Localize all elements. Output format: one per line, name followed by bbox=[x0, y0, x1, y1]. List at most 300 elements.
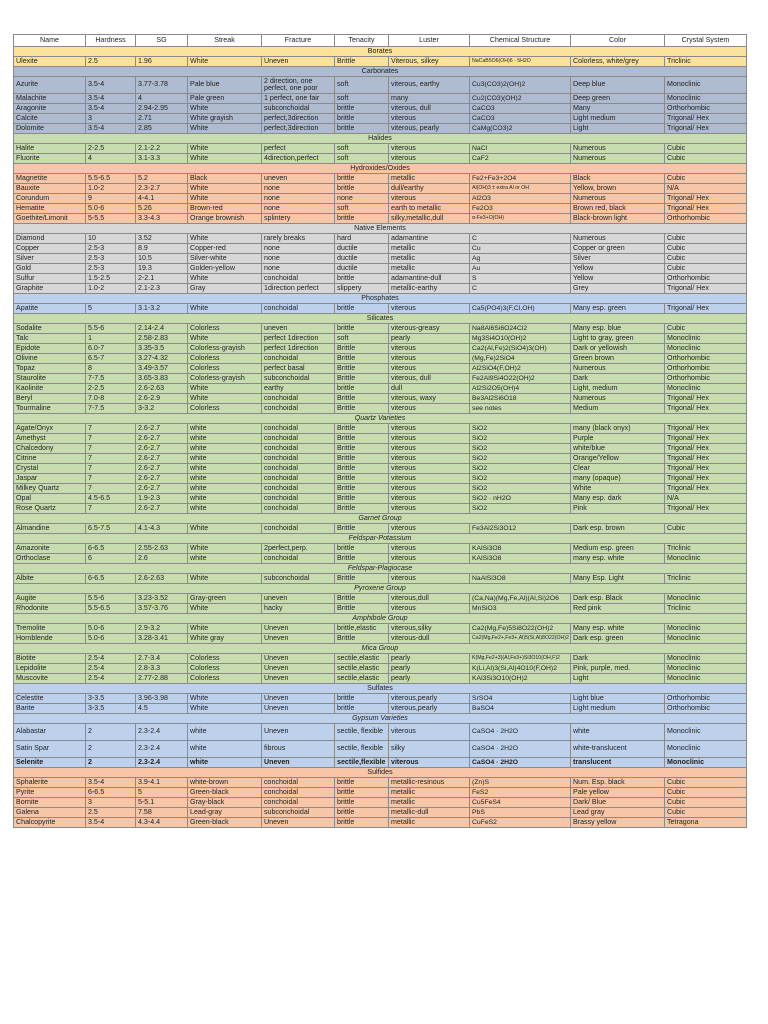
cell-color: Light bbox=[571, 674, 665, 684]
cell-luster: metallic bbox=[389, 264, 470, 274]
table-row bbox=[14, 424, 747, 434]
cell-chemical-structure: NaCl bbox=[470, 144, 571, 154]
cell-luster: metallic bbox=[389, 798, 470, 808]
cell-sg: 3.23-3.52 bbox=[136, 594, 188, 604]
cell-color: Brown red, black bbox=[571, 204, 665, 214]
table-row bbox=[14, 94, 747, 104]
cell-crystal-system: Monoclinic bbox=[665, 724, 747, 741]
cell-tenacity: brittle bbox=[335, 544, 389, 554]
cell-luster: viterous-greasy bbox=[389, 324, 470, 334]
cell-fracture: uneven bbox=[262, 594, 335, 604]
cell-crystal-system: Monoclinic bbox=[665, 664, 747, 674]
cell-streak: White gray bbox=[188, 634, 262, 644]
cell-chemical-structure: CaSO4 · 2H2O bbox=[470, 724, 571, 741]
cell-luster: viterous bbox=[389, 354, 470, 364]
cell-color: Green brown bbox=[571, 354, 665, 364]
cell-chemical-structure: Cu3(CO3)2(OH)2 bbox=[470, 77, 571, 94]
cell-luster: viterous bbox=[389, 304, 470, 314]
cell-hardness: 7 bbox=[86, 434, 136, 444]
cell-crystal-system: Trigonal/ Hex bbox=[665, 434, 747, 444]
table-row bbox=[14, 674, 747, 684]
cell-streak: Colorless bbox=[188, 404, 262, 414]
cell-luster: viterous bbox=[389, 114, 470, 124]
table-row bbox=[14, 364, 747, 374]
cell-crystal-system: Trigonal/ Hex bbox=[665, 464, 747, 474]
cell-name: Bauxite bbox=[14, 184, 86, 194]
cell-tenacity: sectile, flexible bbox=[335, 741, 389, 758]
cell-fracture: none bbox=[262, 204, 335, 214]
cell-crystal-system: Trigonal/ Hex bbox=[665, 394, 747, 404]
cell-streak: Gray-black bbox=[188, 798, 262, 808]
cell-name: Silver bbox=[14, 254, 86, 264]
cell-name: Fluorite bbox=[14, 154, 86, 164]
column-header-streak: Streak bbox=[188, 35, 262, 47]
cell-color: Medium bbox=[571, 404, 665, 414]
cell-color: Dark esp. Black bbox=[571, 594, 665, 604]
cell-tenacity: brittle bbox=[335, 184, 389, 194]
table-row bbox=[14, 624, 747, 634]
section-header bbox=[14, 564, 747, 574]
cell-color: Lead gray bbox=[571, 808, 665, 818]
cell-name: Talc bbox=[14, 334, 86, 344]
cell-hardness: 9 bbox=[86, 194, 136, 204]
cell-fracture: conchoidal bbox=[262, 274, 335, 284]
cell-streak: Gray bbox=[188, 284, 262, 294]
cell-hardness: 5.0-6 bbox=[86, 624, 136, 634]
cell-tenacity: sectile, flexible bbox=[335, 724, 389, 741]
cell-hardness: 5.0-6 bbox=[86, 204, 136, 214]
cell-fracture: fibrous bbox=[262, 741, 335, 758]
cell-hardness: 3-3.5 bbox=[86, 704, 136, 714]
cell-chemical-structure: Au bbox=[470, 264, 571, 274]
cell-streak: White bbox=[188, 624, 262, 634]
cell-color: Silver bbox=[571, 254, 665, 264]
cell-tenacity: sectile,elastic bbox=[335, 664, 389, 674]
cell-sg: 2.3-2.7 bbox=[136, 184, 188, 194]
cell-tenacity: sectile,elastic bbox=[335, 654, 389, 664]
section-title: Sulfates bbox=[14, 684, 747, 694]
cell-hardness: 7 bbox=[86, 454, 136, 464]
cell-color: Many bbox=[571, 104, 665, 114]
cell-tenacity: sectile,elastic bbox=[335, 674, 389, 684]
cell-hardness: 6-6.5 bbox=[86, 574, 136, 584]
cell-sg: 2.6-2.7 bbox=[136, 434, 188, 444]
cell-crystal-system: Orthorhombic bbox=[665, 104, 747, 114]
table-row bbox=[14, 384, 747, 394]
cell-fracture: Uneven bbox=[262, 664, 335, 674]
cell-name: Agate/Onyx bbox=[14, 424, 86, 434]
cell-hardness: 2-2.5 bbox=[86, 384, 136, 394]
cell-tenacity: none bbox=[335, 194, 389, 204]
mineral-table bbox=[13, 34, 747, 828]
cell-streak: white bbox=[188, 758, 262, 768]
cell-hardness: 3 bbox=[86, 798, 136, 808]
cell-chemical-structure: C bbox=[470, 234, 571, 244]
cell-color: Dark esp. green bbox=[571, 634, 665, 644]
cell-color: Dark bbox=[571, 654, 665, 664]
cell-chemical-structure: CaCO3 bbox=[470, 114, 571, 124]
cell-fracture: uneven bbox=[262, 174, 335, 184]
cell-sg: 2.6-2.7 bbox=[136, 454, 188, 464]
cell-crystal-system: Trigonal/ Hex bbox=[665, 484, 747, 494]
cell-tenacity: brittle bbox=[335, 214, 389, 224]
cell-luster: metallic bbox=[389, 174, 470, 184]
cell-sg: 4-4.1 bbox=[136, 194, 188, 204]
cell-fracture: Uneven bbox=[262, 674, 335, 684]
cell-luster: viterous bbox=[389, 444, 470, 454]
cell-name: Sphalerite bbox=[14, 778, 86, 788]
cell-luster: silky,metallic,dull bbox=[389, 214, 470, 224]
table-row bbox=[14, 704, 747, 714]
cell-color: Orange/Yellow bbox=[571, 454, 665, 464]
cell-luster: viterous bbox=[389, 434, 470, 444]
cell-tenacity: soft bbox=[335, 204, 389, 214]
cell-crystal-system: Cubic bbox=[665, 788, 747, 798]
cell-color: Colorless, white/grey bbox=[571, 57, 665, 67]
column-header-tenacity: Tenacity bbox=[335, 35, 389, 47]
cell-color: Black bbox=[571, 174, 665, 184]
cell-name: Graphite bbox=[14, 284, 86, 294]
cell-luster: viterous, earthy bbox=[389, 77, 470, 94]
table-row bbox=[14, 818, 747, 828]
cell-crystal-system: Monoclinic bbox=[665, 94, 747, 104]
cell-streak: White bbox=[188, 57, 262, 67]
cell-name: Amazonite bbox=[14, 544, 86, 554]
table-row bbox=[14, 114, 747, 124]
cell-fracture: Uneven bbox=[262, 634, 335, 644]
cell-fracture: none bbox=[262, 244, 335, 254]
cell-hardness: 7 bbox=[86, 484, 136, 494]
cell-luster: Viterous, silkey bbox=[389, 57, 470, 67]
cell-sg: 2.3-2.4 bbox=[136, 758, 188, 768]
cell-crystal-system: Orthorhombic bbox=[665, 354, 747, 364]
cell-luster: viterous bbox=[389, 464, 470, 474]
cell-hardness: 2.5-3 bbox=[86, 264, 136, 274]
cell-crystal-system: N/A bbox=[665, 184, 747, 194]
cell-hardness: 6.5-7.5 bbox=[86, 524, 136, 534]
cell-name: Jaspar bbox=[14, 474, 86, 484]
cell-color: Light blue bbox=[571, 694, 665, 704]
section-header bbox=[14, 224, 747, 234]
cell-name: Galena bbox=[14, 808, 86, 818]
cell-crystal-system: Orthorhombic bbox=[665, 364, 747, 374]
cell-sg: 2.77-2.88 bbox=[136, 674, 188, 684]
cell-chemical-structure: CaF2 bbox=[470, 154, 571, 164]
cell-fracture: conchoidal bbox=[262, 554, 335, 564]
cell-chemical-structure: SrSO4 bbox=[470, 694, 571, 704]
cell-sg: 2.55-2.63 bbox=[136, 544, 188, 554]
cell-sg: 2.8-3.3 bbox=[136, 664, 188, 674]
cell-hardness: 1.5-2.5 bbox=[86, 274, 136, 284]
cell-chemical-structure: S bbox=[470, 274, 571, 284]
cell-tenacity: ductile bbox=[335, 264, 389, 274]
table-row bbox=[14, 434, 747, 444]
cell-tenacity: soft bbox=[335, 77, 389, 94]
cell-chemical-structure: MnSiO3 bbox=[470, 604, 571, 614]
cell-hardness: 3 bbox=[86, 114, 136, 124]
cell-tenacity: Brittle bbox=[335, 354, 389, 364]
cell-name: Amethyst bbox=[14, 434, 86, 444]
cell-fracture: Uneven bbox=[262, 758, 335, 768]
table-row bbox=[14, 394, 747, 404]
cell-streak: white bbox=[188, 724, 262, 741]
cell-chemical-structure: Cu5FeS4 bbox=[470, 798, 571, 808]
cell-tenacity: Brittle bbox=[335, 374, 389, 384]
cell-crystal-system: Trigonal/ Hex bbox=[665, 474, 747, 484]
cell-name: Tremolite bbox=[14, 624, 86, 634]
cell-color: Deep blue bbox=[571, 77, 665, 94]
cell-crystal-system: Monoclinic bbox=[665, 77, 747, 94]
cell-luster: viterous bbox=[389, 364, 470, 374]
cell-tenacity: Brittle bbox=[335, 604, 389, 614]
column-header-sg: SG bbox=[136, 35, 188, 47]
cell-fracture: 1direction perfect bbox=[262, 284, 335, 294]
cell-color: Grey bbox=[571, 284, 665, 294]
cell-hardness: 3.5-4 bbox=[86, 778, 136, 788]
cell-chemical-structure: SiO2 · nH2O bbox=[470, 494, 571, 504]
section-title: Native Elements bbox=[14, 224, 747, 234]
cell-color: Black-brown light bbox=[571, 214, 665, 224]
cell-hardness: 4 bbox=[86, 154, 136, 164]
table-row bbox=[14, 664, 747, 674]
column-header-hardness: Hardness bbox=[86, 35, 136, 47]
cell-sg: 3.77-3.78 bbox=[136, 77, 188, 94]
cell-tenacity: soft bbox=[335, 334, 389, 344]
table-row bbox=[14, 184, 747, 194]
cell-chemical-structure: FeS2 bbox=[470, 788, 571, 798]
cell-crystal-system: Trigonal/ Hex bbox=[665, 424, 747, 434]
cell-tenacity: sectile,flexible bbox=[335, 758, 389, 768]
cell-streak: white bbox=[188, 424, 262, 434]
table-row bbox=[14, 741, 747, 758]
cell-name: Dolomite bbox=[14, 124, 86, 134]
cell-tenacity: brittle,elastic bbox=[335, 624, 389, 634]
cell-sg: 2.14-2.4 bbox=[136, 324, 188, 334]
cell-fracture: 1 perfect, one fair bbox=[262, 94, 335, 104]
cell-streak: Golden-yellow bbox=[188, 264, 262, 274]
cell-tenacity: Brittle bbox=[335, 424, 389, 434]
section-title: Silicates bbox=[14, 314, 747, 324]
cell-chemical-structure: SiO2 bbox=[470, 454, 571, 464]
cell-fracture: none bbox=[262, 194, 335, 204]
table-row bbox=[14, 474, 747, 484]
cell-hardness: 2 bbox=[86, 724, 136, 741]
cell-chemical-structure: Mg3Si4O10(OH)2 bbox=[470, 334, 571, 344]
cell-streak: White bbox=[188, 574, 262, 584]
cell-sg: 5.26 bbox=[136, 204, 188, 214]
cell-crystal-system: Trigonal/ Hex bbox=[665, 284, 747, 294]
cell-name: Azurite bbox=[14, 77, 86, 94]
cell-luster: metallic-earthy bbox=[389, 284, 470, 294]
section-header bbox=[14, 684, 747, 694]
cell-tenacity: brittle bbox=[335, 704, 389, 714]
cell-luster: viterous bbox=[389, 544, 470, 554]
section-header bbox=[14, 714, 747, 724]
column-header-color: Color bbox=[571, 35, 665, 47]
cell-luster: metallic-resinous bbox=[389, 778, 470, 788]
cell-name: Staurolite bbox=[14, 374, 86, 384]
cell-chemical-structure: Al2O3 bbox=[470, 194, 571, 204]
cell-tenacity: Brittle bbox=[335, 524, 389, 534]
table-row bbox=[14, 484, 747, 494]
table-row bbox=[14, 504, 747, 514]
cell-sg: 2.6-2.7 bbox=[136, 424, 188, 434]
cell-sg: 2.71 bbox=[136, 114, 188, 124]
cell-hardness: 3.5-4 bbox=[86, 104, 136, 114]
cell-fracture: Uneven bbox=[262, 654, 335, 664]
cell-luster: viterous bbox=[389, 424, 470, 434]
cell-sg: 5.2 bbox=[136, 174, 188, 184]
table-row bbox=[14, 344, 747, 354]
cell-tenacity: brittle bbox=[335, 114, 389, 124]
cell-chemical-structure: Ca2(Al,Fe)2(SiO4)3(OH) bbox=[470, 344, 571, 354]
cell-chemical-structure: CaCO3 bbox=[470, 104, 571, 114]
cell-sg: 3.65-3.83 bbox=[136, 374, 188, 384]
cell-chemical-structure: Na8Al6Si6O24Cl2 bbox=[470, 324, 571, 334]
cell-fracture: Uneven bbox=[262, 704, 335, 714]
cell-hardness: 6 bbox=[86, 554, 136, 564]
cell-crystal-system: Triclinic bbox=[665, 604, 747, 614]
section-header bbox=[14, 294, 747, 304]
cell-name: Milkey Quartz bbox=[14, 484, 86, 494]
cell-chemical-structure: Fe2+Fe3+2O4 bbox=[470, 174, 571, 184]
cell-hardness: 5 bbox=[86, 304, 136, 314]
cell-color: Light, medium bbox=[571, 384, 665, 394]
cell-color: translucent bbox=[571, 758, 665, 768]
cell-luster: viterous bbox=[389, 484, 470, 494]
cell-fracture: conchoidal bbox=[262, 788, 335, 798]
cell-hardness: 5.5-6.5 bbox=[86, 604, 136, 614]
cell-hardness: 10 bbox=[86, 234, 136, 244]
cell-name: Diamond bbox=[14, 234, 86, 244]
cell-tenacity: Brittle bbox=[335, 454, 389, 464]
cell-tenacity: hard bbox=[335, 234, 389, 244]
cell-name: Sulfur bbox=[14, 274, 86, 284]
cell-tenacity: brittle bbox=[335, 798, 389, 808]
cell-streak: Colorless bbox=[188, 364, 262, 374]
cell-name: Malachite bbox=[14, 94, 86, 104]
cell-streak: white-brown bbox=[188, 778, 262, 788]
cell-fracture: perfect,3direction bbox=[262, 114, 335, 124]
cell-streak: Green-black bbox=[188, 788, 262, 798]
cell-tenacity: Brittle bbox=[335, 484, 389, 494]
cell-luster: silky bbox=[389, 741, 470, 758]
cell-tenacity: Brittle bbox=[335, 464, 389, 474]
cell-crystal-system: Orthorhombic bbox=[665, 704, 747, 714]
cell-hardness: 7 bbox=[86, 444, 136, 454]
cell-fracture: conchoidal bbox=[262, 464, 335, 474]
cell-sg: 2.6-2.7 bbox=[136, 484, 188, 494]
cell-crystal-system: Cubic bbox=[665, 144, 747, 154]
cell-hardness: 1.0-2 bbox=[86, 284, 136, 294]
table-row bbox=[14, 244, 747, 254]
cell-streak: White bbox=[188, 524, 262, 534]
cell-chemical-structure: Fe2Al9Si4O22(OH)2 bbox=[470, 374, 571, 384]
section-title: Borates bbox=[14, 47, 747, 57]
cell-streak: Green-black bbox=[188, 818, 262, 828]
cell-tenacity: brittle bbox=[335, 818, 389, 828]
table-row bbox=[14, 798, 747, 808]
section-title: Halides bbox=[14, 134, 747, 144]
cell-sg: 5-5.1 bbox=[136, 798, 188, 808]
cell-streak: white bbox=[188, 504, 262, 514]
cell-sg: 3.49-3.57 bbox=[136, 364, 188, 374]
cell-chemical-structure: NaCaB5O6(OH)6 · 5H2O bbox=[470, 57, 571, 67]
cell-sg: 3.1-3.3 bbox=[136, 154, 188, 164]
cell-sg: 2.6-2.63 bbox=[136, 574, 188, 584]
cell-color: Many esp. dark bbox=[571, 494, 665, 504]
cell-sg: 3.9-4.1 bbox=[136, 778, 188, 788]
cell-luster: viterous,dull bbox=[389, 594, 470, 604]
section-title: Hydroxides/Oxides bbox=[14, 164, 747, 174]
cell-sg: 4.1-4.3 bbox=[136, 524, 188, 534]
cell-luster: adamantine-dull bbox=[389, 274, 470, 284]
cell-luster: dull bbox=[389, 384, 470, 394]
cell-hardness: 6-6.5 bbox=[86, 788, 136, 798]
cell-hardness: 5.5-6 bbox=[86, 324, 136, 334]
cell-tenacity: ductile bbox=[335, 244, 389, 254]
cell-sg: 2.94-2.95 bbox=[136, 104, 188, 114]
cell-sg: 2.6-2.63 bbox=[136, 384, 188, 394]
cell-chemical-structure: C bbox=[470, 284, 571, 294]
cell-streak: White grayish bbox=[188, 114, 262, 124]
cell-streak: white bbox=[188, 444, 262, 454]
cell-name: Magnetite bbox=[14, 174, 86, 184]
table-row bbox=[14, 404, 747, 414]
cell-color: Many Esp. Light bbox=[571, 574, 665, 584]
cell-luster: pearly bbox=[389, 334, 470, 344]
cell-chemical-structure: Cu bbox=[470, 244, 571, 254]
cell-streak: White bbox=[188, 334, 262, 344]
cell-name: Ulexite bbox=[14, 57, 86, 67]
section-title: Quartz Varieties bbox=[14, 414, 747, 424]
cell-tenacity: Brittle bbox=[335, 394, 389, 404]
cell-name: Almandine bbox=[14, 524, 86, 534]
table-row bbox=[14, 444, 747, 454]
column-header-name: Name bbox=[14, 35, 86, 47]
section-header bbox=[14, 164, 747, 174]
cell-fracture: Uneven bbox=[262, 694, 335, 704]
cell-streak: White bbox=[188, 394, 262, 404]
cell-fracture: hacky bbox=[262, 604, 335, 614]
cell-streak: White bbox=[188, 184, 262, 194]
cell-name: Augite bbox=[14, 594, 86, 604]
cell-name: Beryl bbox=[14, 394, 86, 404]
cell-tenacity: Brittle bbox=[335, 444, 389, 454]
cell-chemical-structure: SiO2 bbox=[470, 434, 571, 444]
cell-hardness: 7 bbox=[86, 504, 136, 514]
section-header bbox=[14, 768, 747, 778]
cell-sg: 2.6 bbox=[136, 554, 188, 564]
cell-chemical-structure: (Ca,Na)(Mg,Fe,Al)(Al,Si)2O6 bbox=[470, 594, 571, 604]
cell-name: Hematite bbox=[14, 204, 86, 214]
cell-chemical-structure: Al2Si2O5(OH)4 bbox=[470, 384, 571, 394]
section-title: Garnet Group bbox=[14, 514, 747, 524]
cell-color: Numerous bbox=[571, 154, 665, 164]
cell-chemical-structure: SiO2 bbox=[470, 444, 571, 454]
cell-color: Dark esp. brown bbox=[571, 524, 665, 534]
cell-sg: 2.7-3.4 bbox=[136, 654, 188, 664]
cell-streak: Pale blue bbox=[188, 77, 262, 94]
cell-fracture: conchoidal bbox=[262, 524, 335, 534]
cell-sg: 2.6-2.7 bbox=[136, 504, 188, 514]
cell-hardness: 8 bbox=[86, 364, 136, 374]
cell-luster: viterous bbox=[389, 454, 470, 464]
cell-crystal-system: N/A bbox=[665, 494, 747, 504]
cell-crystal-system: Cubic bbox=[665, 234, 747, 244]
cell-color: Pale yellow bbox=[571, 788, 665, 798]
cell-fracture: subconchoidal bbox=[262, 808, 335, 818]
